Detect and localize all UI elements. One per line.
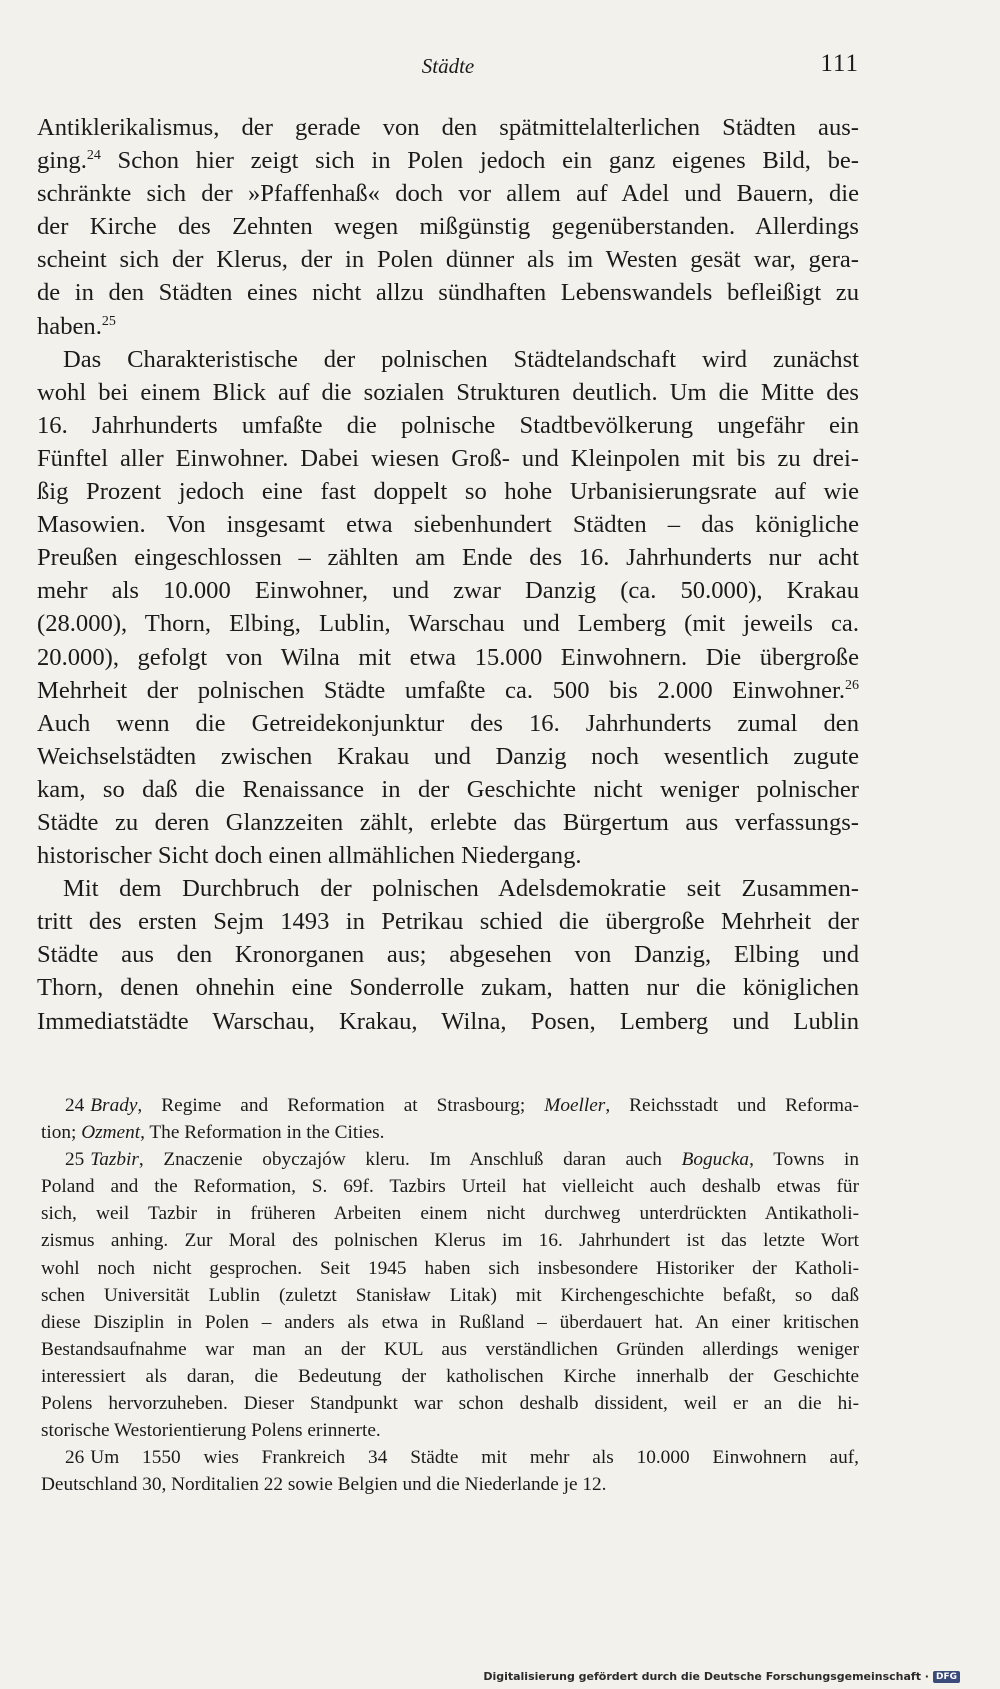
footnote-line: Bestandsaufnahme war man an der KUL aus verständlichen Gründen allerdings weniger xyxy=(41,1338,859,1360)
text-line: Mit dem Durchbruch der polnischen Adelsdemokratie seit Zusammen- xyxy=(63,875,859,903)
text-line: ßig Prozent jedoch eine fast doppelt so hohe Urbanisierungsrate auf wie xyxy=(37,478,859,506)
text-line: Thorn, denen ohnehin eine Sonderrolle zukam, hatten nur die königlichen xyxy=(37,974,859,1002)
footnote-line: zismus anhing. Zur Moral des polnischen Klerus im 16. Jahrhundert ist das letzte Wort xyxy=(41,1230,859,1252)
text-line: Auch wenn die Getreidekonjunktur des 16. Jahrhunderts zumal den xyxy=(37,709,859,737)
running-title: Städte xyxy=(421,54,475,78)
footnote-number: 25 xyxy=(65,1149,85,1171)
footnote-24 xyxy=(41,1092,859,1146)
running-head xyxy=(37,50,859,84)
page-number: 111 xyxy=(820,50,859,77)
digitization-note-text: Digitalisierung gefördert durch die Deutsche Forschungsgemeinschaft · xyxy=(483,1670,929,1683)
footnote-line: Polens hervorzuheben. Dieser Standpunkt war schon deshalb dissident, weil er an die hi- xyxy=(41,1393,859,1415)
text-line: scheint sich der Klerus, der in Polen dünner als im Westen gesät war, gera- xyxy=(37,246,859,274)
text-line: Städte aus den Kronorganen aus; abgesehen von Danzig, Elbing und xyxy=(37,941,859,969)
footnote-line: interessiert als daran, die Bedeutung der katholischen Kirche innerhalb der Geschichte xyxy=(41,1365,859,1387)
text-line: de in den Städten eines nicht allzu sündhaften Lebenswandels befleißigt zu xyxy=(37,279,859,307)
footnote-line: schen Universität Lublin (zuletzt Stanisław Litak) mit Kirchengeschichte befaßt, so daß xyxy=(41,1284,859,1306)
dfg-logo-icon: DFG xyxy=(933,1671,960,1683)
paragraph-2 xyxy=(37,343,859,873)
footnote-line: 26 Um 1550 wies Frankreich 34 Städte mit mehr als 10.000 Einwohnern auf, xyxy=(65,1447,859,1469)
paragraph-3 xyxy=(37,872,859,1037)
footnote-line: Deutschland 30, Norditalien 22 sowie Belgien und die Niederlande je 12. xyxy=(41,1474,607,1496)
footnote-number: 26 xyxy=(65,1447,85,1469)
text-line: tritt des ersten Sejm 1493 in Petrikau schied die übergroße Mehrheit der xyxy=(37,908,859,936)
footnote-line: 25 Tazbir, Znaczenie obyczajów kleru. Im Anschluß daran auch Bogucka, Towns in xyxy=(65,1149,859,1171)
text-line: Städte zu deren Glanzzeiten zählt, erlebte das Bürgertum aus verfassungs- xyxy=(37,808,859,836)
footnote-line: Poland and the Reformation, S. 69f. Tazbirs Urteil hat vielleicht auch deshalb etwas für xyxy=(41,1176,859,1198)
digitization-credit xyxy=(483,1670,960,1683)
footnote-line: storische Westorientierung Polens erinnerte. xyxy=(41,1420,381,1442)
footnote-line: sich, weil Tazbir in früheren Arbeiten einem nicht durchweg unterdrückten Antikatholi- xyxy=(41,1203,859,1225)
text-line: der Kirche des Zehnten wegen mißgünstig gegenüberstanden. Allerdings xyxy=(37,213,859,241)
footnote-25 xyxy=(41,1146,859,1444)
body-text xyxy=(37,111,859,1038)
footnote-ref-24[interactable]: 24 xyxy=(86,147,101,163)
text-line: 20.000), gefolgt von Wilna mit etwa 15.000 Einwohnern. Die übergroße xyxy=(37,643,859,671)
text-line: historischer Sicht doch einen allmählichen Niedergang. xyxy=(37,842,582,870)
text-line: Fünftel aller Einwohner. Dabei wiesen Groß- und Kleinpolen mit bis zu drei- xyxy=(37,444,859,472)
text-line: Mehrheit der polnischen Städte umfaßte ca. 500 bis 2.000 Einwohner.$^{26}$ xyxy=(37,676,859,704)
footnote-ref-26[interactable]: 26 xyxy=(845,677,859,693)
text-line: ging.$^{24}$ Schon hier zeigt sich in Polen jedoch ein ganz eigenes Bild, be- xyxy=(37,147,859,175)
text-line: Antiklerikalismus, der gerade von den spätmittelalterlichen Städten aus- xyxy=(37,114,859,141)
text-line: schränkte sich der »Pfaffenhaß« doch vor allem auf Adel und Bauern, die xyxy=(37,180,859,208)
footnote-line: 24 Brady, Regime and Reformation at Strasbourg; Moeller, Reichsstadt und Reforma- xyxy=(65,1095,859,1116)
text-line: Das Charakteristische der polnischen Städtelandschaft wird zunächst xyxy=(63,345,859,373)
text-line: wohl bei einem Blick auf die sozialen Strukturen deutlich. Um die Mitte des xyxy=(37,378,859,406)
text-line: haben.$^{25}$ xyxy=(37,312,116,340)
text-line: Weichselstädten zwischen Krakau und Danzig noch wesentlich zugute xyxy=(37,742,859,770)
footnote-26 xyxy=(41,1444,859,1498)
paragraph-1 xyxy=(37,111,859,343)
footnote-number: 24 xyxy=(65,1095,85,1116)
text-line: mehr als 10.000 Einwohner, und zwar Danzig (ca. 50.000), Krakau xyxy=(37,577,859,605)
footnote-line: tion; Ozment, The Reformation in the Cities. xyxy=(41,1122,385,1144)
text-line: Immediatstädte Warschau, Krakau, Wilna, Posen, Lemberg und Lublin xyxy=(37,1007,859,1035)
text-line: (28.000), Thorn, Elbing, Lublin, Warschau und Lemberg (mit jeweils ca. xyxy=(37,610,859,638)
footnote-line: diese Disziplin in Polen – anders als etwa in Rußland – überdauert hat. An einer kritischen xyxy=(41,1311,859,1333)
footnote-ref-25[interactable]: 25 xyxy=(101,313,116,329)
text-line: Masowien. Von insgesamt etwa siebenhundert Städten – das königliche xyxy=(37,511,859,539)
text-line: Preußen eingeschlossen – zählten am Ende des 16. Jahrhunderts nur acht xyxy=(37,544,859,572)
text-line: 16. Jahrhunderts umfaßte die polnische Stadtbevölkerung ungefähr ein xyxy=(37,411,859,439)
footnote-line: wohl noch nicht gesprochen. Seit 1945 haben sich insbesondere Historiker der Katholi- xyxy=(41,1257,859,1279)
text-line: kam, so daß die Renaissance in der Geschichte nicht weniger polnischer xyxy=(37,775,859,803)
footnotes xyxy=(41,1092,859,1498)
